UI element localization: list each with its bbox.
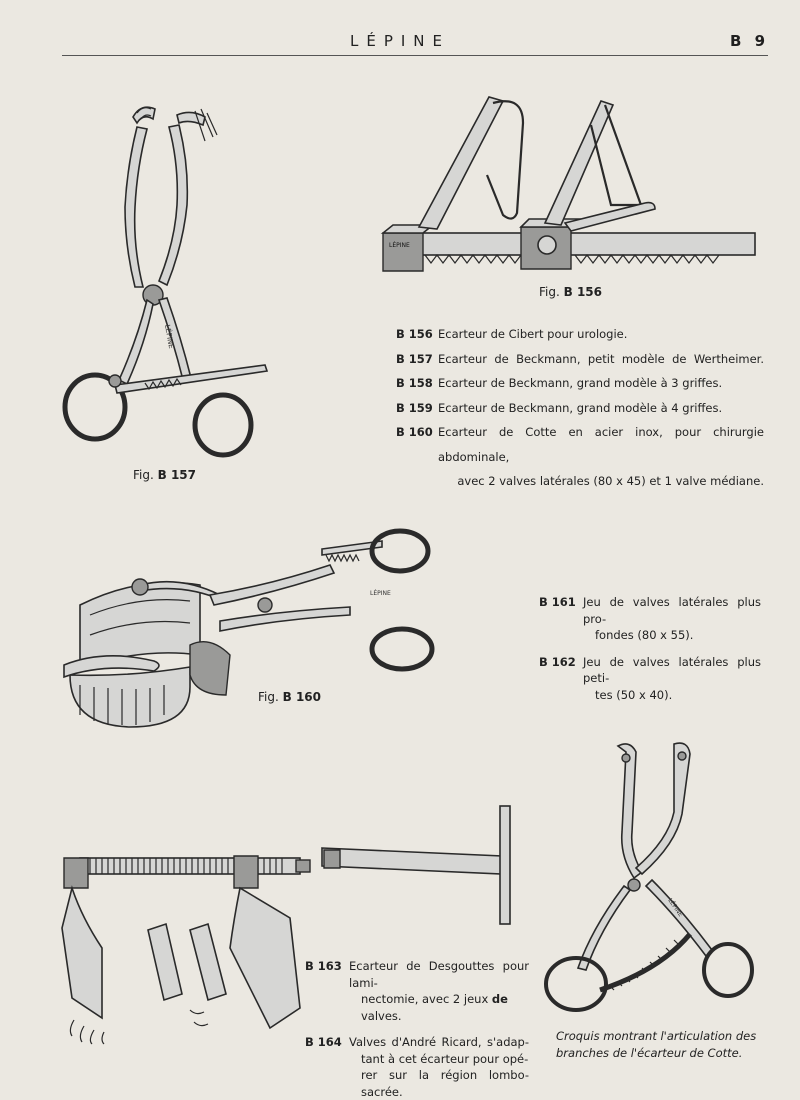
illustration-beckmann-retractor bbox=[55, 95, 275, 465]
engraved-brand-160: LÉPINE bbox=[370, 590, 391, 597]
valve-item-b161: B 161 Jeu de valves latérales plus pro- fondes (80 x 55). bbox=[539, 595, 761, 642]
figure-caption-160: Fig. B 160 bbox=[258, 690, 321, 704]
figure-caption-156: Fig. B 156 bbox=[539, 285, 602, 299]
header-rule bbox=[62, 55, 768, 56]
catalog-item-b158: B 158 Ecarteur de Beckmann, grand modèle à 3 griffes. bbox=[396, 376, 723, 390]
catalog-list bbox=[396, 322, 764, 494]
catalog-item-b157: B 157 Ecarteur de Beckmann, petit modèle de Wertheimer. bbox=[396, 351, 764, 366]
engraved-brand-156: LÉPINE bbox=[389, 242, 410, 249]
catalog-item-b163: B 163 Ecarteur de Desgouttes pour lami- nectomie, avec 2 jeux de valves. bbox=[305, 959, 529, 1023]
sketch-caption: Croquis montrant l'articulation des branches de l'écarteur de Cotte. bbox=[556, 1029, 757, 1060]
valve-item-b162: B 162 Jeu de valves latérales plus peti- tes (50 x 40). bbox=[539, 654, 761, 702]
engraved-brand-157: LÉPINE bbox=[163, 323, 176, 350]
catalog-item-b160: B 160 Ecarteur de Cotte en acier inox, pour chirurgie abdominale, bbox=[396, 425, 764, 464]
page-number: B 9 bbox=[730, 32, 770, 50]
catalog-item-b159: B 159 Ecarteur de Beckmann, grand modèle à 4 griffes. bbox=[396, 400, 723, 415]
illustration-cotte-retractor bbox=[60, 525, 450, 735]
valves-list bbox=[539, 594, 763, 703]
bottom-items-list bbox=[305, 958, 530, 1100]
catalog-item-b160-continuation: avec 2 valves latérales (80 x 45) et 1 valve médiane. bbox=[457, 474, 764, 488]
catalog-item-b156: B 156 Ecarteur de Cibert pour urologie. bbox=[396, 327, 628, 341]
illustration-cibert-retractor bbox=[375, 95, 765, 280]
catalog-item-b164: B 164 Valves d'André Ricard, s'adap- tant à cet écarteur pour opé- rer sur la région lombo-sacrée. bbox=[305, 1035, 529, 1099]
figure-caption-157: Fig. B 157 bbox=[133, 468, 196, 482]
engraved-brand-sketch: LÉPINE bbox=[666, 897, 685, 919]
page-header-brand: LÉPINE bbox=[349, 32, 450, 50]
illustration-cotte-articulation-sketch bbox=[540, 740, 765, 1020]
